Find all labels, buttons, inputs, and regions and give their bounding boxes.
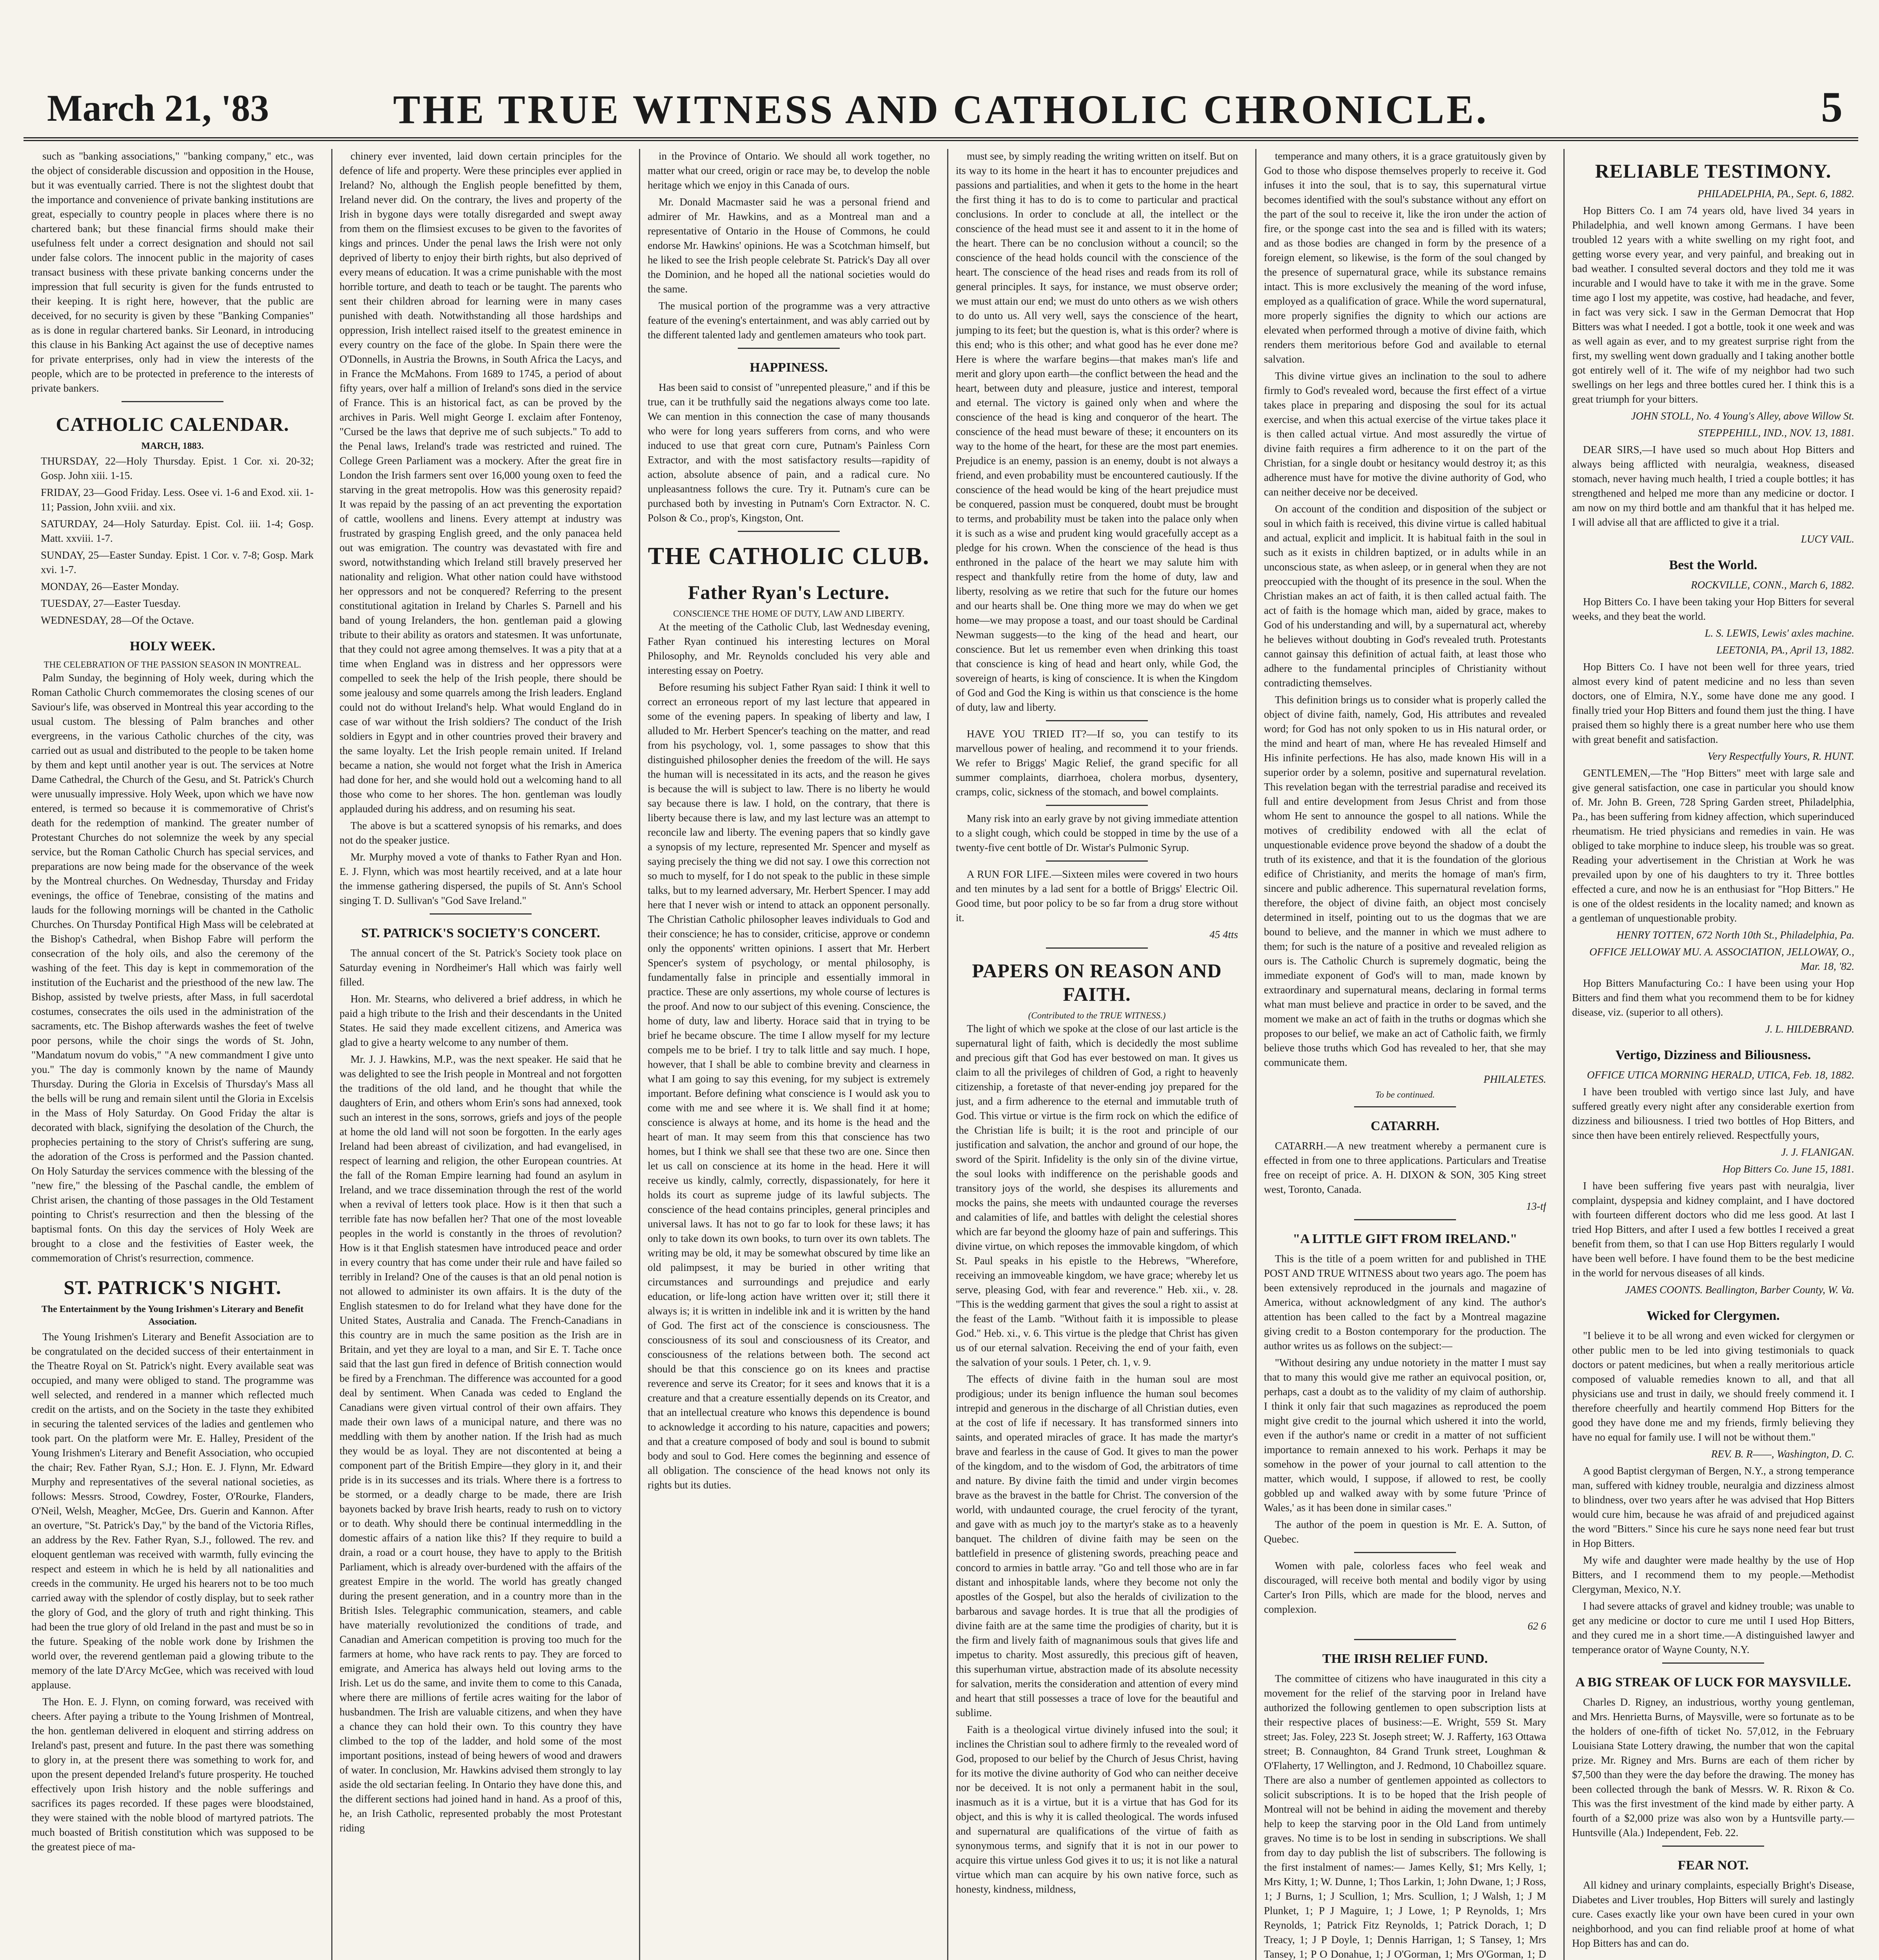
little-gift-heading: "A LITTLE GIFT FROM IRELAND." bbox=[1293, 1232, 1518, 1246]
streak-of-luck-text: Charles D. Rigney, an industrious, worthy young gentleman, and Mrs. Henrietta Burns, of Maysville, were so fortunate as to be the holders of one-fifth of ticket No. 57,012, in the February Louisiana State Lottery drawing, the number that won the capital prize. Mr. Rigney and Mrs. Burns are each of them richer by $7,500 than they were the day before the drawing. The money has been collected through the bank of Messrs. W. R. Rixon & Co. This was the first investment of the kind made by either party. A fourth of a $2,000 prize was also won by a Huntsville party.—Huntsville (Ala.) Independent, Feb. 22. bbox=[1572, 1696, 1854, 1838]
testimonial-text: GENTLEMEN,—The "Hop Bitters" meet with large sale and give general satisfaction, one case in particular you should know of. Mr. John B. Green, 728 Spring Garden street, Philadelphia, Pa., has been suffering from kidney affection, which superinduced rheumatism. He tried physicians and remedies in vain. He was obliged to take morphine to induce sleep, his trouble was so great. Reading your advertisement in the Christian at Work he was prevailed upon by one of his daughters to try it. Three bottles effected a cure, and now he is an enthusiast for "Hop Bitters." He is one of the oldest residents in the locality named; and known as a gentleman of unquestionable probity. bbox=[1572, 767, 1854, 924]
testimonial-text: My wife and daughter were made healthy by the use of Hop Bitters, and I recommend them to my people.—Methodist Clergyman, Mexico, N.Y. bbox=[1572, 1554, 1854, 1595]
relief-fund-text: The committee of citizens who have inaugurated in this city a movement for the relief of the starving poor in Ireland have authorized the following gentlemen to open subscription lists at their respective places of business:—E. Wright, 559 St. Mary street; Jas. Foley, 223 St. Joseph street; W. J. Rafferty, 163 Ottawa street; B. Connaughton, 84 Grand Trunk street, Loughman & O'Flaherty, 17 Wellington, and J. Redmond, 10 Chaboillez square. There are also a number of gentlemen appointed as collectors to solicit subscriptions. It is to be hoped that the Irish people of Montreal will not be behind in aiding the movement and thereby help to keep the starving poor in the Old Land from untimely graves. No time is to be lost in sending in subscriptions. We shall from day to day publish the list of subscribers. The following is the first instalment of names:— James Kelly, $1; Mrs Kelly, 1; Mrs Kitty, 1; W. Dunne, 1; Thos Larkin, 1; John Dwane, 1; J Ross, 1; J Burns, 1; J Scullion, 1; Mrs. Scullion, 1; J Walsh, 1; J M Plunket, 1; P J Maguire, 1; J Lowe, 1; P Reynolds, 1; Mrs Reynolds, 1; Patrick Fitz Reynolds, 1; Patrick Dorach, 1; D Treacy, 1; J P Doyle, 1; Dennis Harrigan, 1; S Tansey, 1; Mrs Tansey, 1; P O Donahue, 1; J O'Gorman, 1; Mrs O'Gorman, 1; D bbox=[1264, 1673, 1546, 1960]
concert-continued-text: in the Province of Ontario. We should all work together, no matter what our creed, origin or race may be, to develop the noble heritage which we enjoy in this Canada of ours. bbox=[648, 150, 930, 191]
divider bbox=[122, 401, 223, 402]
calendar-entry: TUESDAY, 27—Easter Tuesday. bbox=[41, 597, 181, 609]
divider bbox=[738, 348, 840, 349]
testimonial-heading: Wicked for Clergymen. bbox=[1647, 1308, 1780, 1323]
issue-date: March 21, '83 bbox=[47, 87, 269, 129]
testimonial-place: OFFICE UTICA MORNING HERALD, UTICA, Feb. 18, 1882. bbox=[1587, 1069, 1854, 1081]
holy-week-subheading: THE CELEBRATION OF THE PASSION SEASON IN MONTREAL. bbox=[44, 660, 301, 670]
reason-and-faith-subheading: (Contributed to the TRUE WITNESS.) bbox=[1028, 1011, 1166, 1020]
masthead bbox=[24, 59, 1858, 141]
divider bbox=[1046, 805, 1148, 806]
fear-not-text: All kidney and urinary complaints, especially Bright's Disease, Diabetes and Liver troubles, Hop Bitters will surely and lastingly cure. Cases exactly like your own have been cured in your own neighborhood, and you can find reliable proof at home of what Hop Bitters has and can do. bbox=[1572, 1879, 1854, 1949]
relief-fund-heading: THE IRISH RELIEF FUND. bbox=[1322, 1651, 1488, 1666]
flynn-speech-text: chinery ever invented, laid down certain principles for the defence of life and property. Were these principles ever applied in Ireland? No, although the English people benefitted by them, Ireland never did. On the contrary, the lives and property of the Irish in bygone days were totally disregarded and swept away from them on the flimsiest excuses to be given to the favorites of kings and princes. Under the penal laws the Irish were not only deprived of liberty to enjoy their birth rights, but also deprived of every means of education. It was a crime punishable with the most horrible torture, and death to teach or be taught. The parents who sent their children abroad for learning were in many cases punished with death. Notwithstanding all those hardships and oppression, Irish intellect raised itself to the greatest eminence in every country on the face of the globe. In Spain there were the O'Donnells, in Austria the Browns, in South Africa the Lacys, and in France the McMahons. From 1689 to 1745, a period of about fifty years, over half a million of Ireland's sons died in the service of France. This is an historical fact, as can be proved by the archives in Paris. Well might George I. exclaim after Fontenoy, "Cursed be the laws that deprive me of such subjects." To add to the Penal laws, Ireland's trade was restricted and ruined. The College Green Parliament was a mockery. After the great fire in London the Irish farmers sent over 16,000 young oxen to feed the starving in the great metropolis. How was this generosity repaid? It was repaid by the passing of an act preventing the exportation of cattle, woollens and linens. Every attempt at industry was frustrated by grasping English greed, and the only panacea held out was emigration. The country was devastated with fire and sword, notwithstanding which Ireland still bravely preserved her nationality and religion. What other nation could have withstood her oppressors and not be conquered? Referring to the present constitutional agitation in Ireland by Charles S. Parnell and his band of young Irelanders, the hon. gentleman paid a glowing tribute to their ability as orators and statesmen. It was unfortunate, that they could not agree among themselves. It was a pity that at a time when England was in distress and her oppressors were compelled to seek the help of the Irish people, there should be some jealousy and some quarrels among the Irish leaders. England could not do without Ireland's help. What would England do in case of war without the Irish soldiers? The conduct of the Irish soldiers in Egypt and in other countries proved their bravery and the same loyalty. Let the Irish people remain united. If Ireland became a nation, she would not forget what the Irish in America had done for her, and she would hold out a welcoming hand to all those who come to her shores. The hon. gentleman was loudly applauded during his address, and on resuming his seat. bbox=[339, 150, 622, 815]
calendar-entry: WEDNESDAY, 28—Of the Octave. bbox=[41, 614, 194, 626]
little-gift-text: "Without desiring any undue notoriety in the matter I must say that to many this would give me rather an equivocal position, or, perhaps, cast a doubt as to the validity of my claim of authorship. I think it only fair that such magazines as reproduced the poem might give credit to the journal which ushered it into the world, even if the author's name or credit in a matter of not sufficient importance to remain annexed to his work. Perhaps it may be somehow in the power of your journal to call attention to the matter, which would, I suppose, if allowed to rest, be coolly gobbled up and walked away with by some future 'Prince of Wales,' as it has been done in similar cases." bbox=[1264, 1357, 1546, 1514]
column-3 bbox=[648, 149, 930, 1960]
lecture-continued-text: must see, by simply reading the writing written on itself. But on its way to its home in the heart it has to encounter prejudices and passions and partialities, and when it gets to the home in the heart the first thing it has to do is to come to particular and practical conclusions. In order to conclude at all, the intellect or the conscience of the head must see it and assent to it in the home of the heart. There can be no conclusion without a council; so the conscience of the head holds council with the conscience of the heart. The conscience of the head rises and reads from its roll of general principles. It says, for instance, we must observe order; we must attain our end; we must do unto others as we wish others to do unto us. All very well, says the conscience of the heart, jumping to its feet; but the question is, what is this order? where is this end; who is this other; and what good has he ever done me? Here is where the warfare begins—that makes man's life and merit and glory upon earth—the conflict between the head and the heart, between duty and pleasure, justice and interest, temporal and eternal. The victory is gained only when and where the conscience of the head is king and conqueror of the heart. The conscience of the head must beware of these; it encounters on its way to the home of the heart, for these are the most part enemies. Prejudice is an enemy, passion is an enemy, doubt is not always a friend, and even probability must be encountered cautiously. If the conscience of the head would be king of the heart prejudice must be conquered, passion must be conquered, doubt must be brought to terms, and probability must be taken into the palace only when it is such as a wise and prudent king would gracefully accept as a pledge for his crown. When the conscience of the head is thus enthroned in the palace of the heart we may salute him with respect and thankfully retire from the home of duty, law and liberty, resolving as we retire that such for the future our homes and our hearts shall be. One thing more we may do when we get home—we may propose a toast, and our toast should be Cardinal Newman suggests—to the king of the head and heart, our conscience. But let us remember even when drinking this toast that conscience is king of head and heart only, while God, the sovereign of hearts, is king of conscience. It is when the Kingdom of God and God the King is within us that conscience is the home of duty, law and liberty. bbox=[956, 150, 1238, 713]
st-patricks-night-text: The Young Irishmen's Literary and Benefit Association are to be congratulated on the decided success of their entertainment in the Theatre Royal on St. Patrick's night. Every available seat was occupied, and many were obliged to stand. The programme was well selected, and rendered in a manner which reflected much credit on the artists, and on the Society in the taste they exhibited in securing the talented services of the ladies and gentlemen who took part. On the platform were Mr. E. Halley, President of the Young Irishmen's Literary and Benefit Association, who occupied the chair; Rev. Father Ryan, S.J.; Hon. E. J. Flynn, Mr. Edward Murphy and representatives of the several national societies, as follows: Messrs. Strood, Cowdrey, Foster, O'Rourke, Flanders, O'Neil, Welsh, Meagher, McGee, Drs. Guerin and Kannon. After an overture, "St. Patrick's Day," by the band of the Victoria Rifles, an address by the Rev. Father Ryan, S.J., followed. The rev. and eloquent gentleman was received with warmth, fully evincing the respect and esteem in which he is held by all nationalities and creeds in the community. He urged his hearers not to be too much carried away with the splendor of costly display, but to seek rather the glory of God, and the glory of truth and right thinking. This had been the true glory of old Ireland in the past and must be so in the future. Speaking of the noble work done by Irishmen the world over, the reverend gentleman paid a glowing tribute to the memory of the late D'Arcy McGee, which was received with loud applause. bbox=[31, 1331, 314, 1691]
faith-continued-text: temperance and many others, it is a grace gratuitously given by God to those who dispose themselves properly to receive it. God infuses it into the soul, that is to say, this supernatural virtue becomes identified with the soul's substance without any effort on the part of the soul to receive it, like the iron under the action of fire, or the sponge cast into the sea and is filled with its waters; and as those bodies are changed in form by the presence of a foreign element, so likewise, is the form of the soul changed by the presence of supernatural grace, while its substance remains intact. This is more exclusively the meaning of the word infuse, employed as a qualification of grace. While the word supernatural, more properly signifies the dignity to which our actions are elevated when performed through a motive of divine faith, which renders them meritorious before God and available to eternal salvation. bbox=[1264, 150, 1546, 365]
testimonial-signature: JAMES COONTS. Beallington, Barber County, W. Va. bbox=[1625, 1284, 1854, 1296]
calendar-heading: CATHOLIC CALENDAR. bbox=[56, 413, 289, 435]
catarrh-text: CATARRH.—A new treatment whereby a permanent cure is effected in from one to three applications. Particulars and Treatise free on receipt of price. A. H. DIXON & SON, 305 King street west, Toronto, Canada. bbox=[1264, 1140, 1546, 1195]
divider bbox=[1662, 1662, 1764, 1664]
advertisement-code: 62 6 bbox=[1527, 1620, 1546, 1632]
divider bbox=[1662, 1846, 1764, 1847]
calendar-entry: FRIDAY, 23—Good Friday. Less. Osee vi. 1-6 and Exod. xii. 1-11; Passion, John xviii. and xix. bbox=[41, 486, 314, 513]
advertisement-code: 45 4tts bbox=[1209, 929, 1238, 940]
divider bbox=[430, 913, 532, 915]
reason-and-faith-text: The effects of divine faith in the human soul are most prodigious; under its benign influence the human soul becomes intrepid and generous in the discharge of all Christian duties, even at the cost of life if necessary. It has transformed sinners into saints, and operated miracles of grace. It has made the martyr's brave and fearless in the cause of God. It gives to man the power of the kingdom, and to the wisdom of God, the arbitrators of time and nature. By divine faith the timid and under virgin becomes brave as the bravest in the battle for Christ. The conversion of the world, with undaunted courage, the cruel ferocity of the tyrant, and gave with as much joy to the martyr's stake as to a heavenly banquet. The children of divine faith may be seen on the battlefield in presence of glistening swords, preaching peace and concord to armies in battle array. "Go and tell those who are in far distant and inhospitable lands, where they become not only the apostles of the Gospel, but also the heralds of civilization to the barbarous and savage hordes. It is true that all the prodigies of divine faith are at the same time the prodigies of charity, but it is the firm and lively faith of magnanimous souls that gives life and impetus to charity. Most assuredly, this precious gift of heaven, this superhuman virtue, abstraction made of its absolute necessity for salvation, merits the consideration and attention of every mind and heart that still possesses a trace of love for the beautiful and sublime. bbox=[956, 1373, 1238, 1719]
advertisement-pulmonic-syrup: Many risk into an early grave by not giving immediate attention to a slight cough, which could be stopped in time by the use of a twenty-five cent bottle of Dr. Wistar's Pulmonic Syrup. bbox=[956, 813, 1238, 853]
holy-week-heading: HOLY WEEK. bbox=[130, 639, 215, 653]
concert-text: Mr. J. J. Hawkins, M.P., was the next speaker. He said that he was delighted to see the Irish people in Montreal and not forgotten the traditions of the old land, and he thought that while the daughters of Erin, and others whom Erin's sons had annexed, took such an interest in the sons, sorrows, griefs and joys of the people at home the old land will not soon be forgotten. In the early ages Ireland had been abreast of civilization, and had evangelised, in respect of learning and religion, the other European countries. At the fall of the Roman Empire learning had found an asylum in Ireland, and we trace dissemination through the rest of the world when a revival of letters took place. How is it then that such a terrible fate has now befallen her? That one of the most loveable peoples in the world is constantly in the throes of revolution? How is it that English statesmen have introduced peace and order in every country that has come under their rule and have failed so terribly in Ireland? One of the causes is that an old penal notion is not allowed to administer its own affairs. It is the duty of the English statesmen to do for Ireland what they have done for the United States, Australia and Canada. The French-Canadians in this country are in much the same position as the Irish are in Britain, and yet they are loyal to a man, and Sir E. T. Tache once said that the last gun fired in defence of British connection would be fired by a Frenchman. The difference was accounted for a good deal by sentiment. When Canada was ceded to England the Canadians were given virtual control of their own affairs. They made their own laws of a municipal nature, and there was no meddling with them by another nation. If the Irish had as much they would be as loyal. They are not discontented at being a component part of the British Empire—they glory in it, and their pride is in its successes and its trials. Where there is a fortress to be stormed, or a deadly charge to be made, there are Irish bayonets backed by brave Irish hearts, ready to rush on to victory or to death. Why should there be continual intermeddling in the domestic affairs of a nation like this? If they require to build a drain, a road or a court house, they have to apply to the British Parliament, which is already over-burdened with the affairs of the greatest Empire in the world. The world has greatly changed during the present generation, and in a country more than in the British Isles. Telegraphic communication, steamers, and cable have materially revolutionized the conditions of trade, and Canadian and American competition is proving too much for the farmers at home, who have rack rents to pay. They are forced to emigrate, and America has always held out loving arms to the Irish. Let us do the same, and invite them to come to this Canada, where there are millions of fertile acres waiting for the labor of husbandmen. The Irish are valuable citizens, and when they have a chance they can hold their own. To this country they have climbed to the top of the ladder, and hold some of the most important positions, instead of being hewers of wood and drawers of water. In conclusion, Mr. Hawkins advised them strongly to lay aside the old sectarian feeling. In Ontario they have done this, and the different sections had joined hand in hand. As a proof of this, he, an Irish Catholic, represented probably the most Protestant riding bbox=[339, 1053, 622, 1834]
column-2 bbox=[339, 149, 622, 1960]
testimonial-signature: HENRY TOTTEN, 672 North 10th St., Philadelphia, Pa. bbox=[1616, 929, 1854, 941]
reason-and-faith-text: The light of which we spoke at the close of our last article is the supernatural light of faith, which is decidedly the most sublime and precious gift that God has ever bestowed on man. It gives us claim to all the privileges of children of God, a right to heavenly citizenship, a foretaste of that never-ending joy prepared for the just, and a firm adherence to the eternal and immutable truth of God. This virtue or virtue is the firm rock on which the edifice of the Christian life is built; it is the root and principle of our justification and salvation, the anchor and ground of our hope, the sword of the Spirit. Infidelity is the only sin of the divine virtue, the soul looks with indifference on the perishable goods and transitory joys of the world, she despises its allurements and mocks the pains, she meets with undaunted courage the reverses and calamities of life, and battles with delight the celestial shores which are far beyond the gloomy haze of pain and sufferings. This divine virtue, on which reposes the immovable kingdom, of which St. Paul speaks in his epistle to the Hebrews, "Wherefore, receiving an immoveable kingdom, we have grace; whereby let us serve, pleasing God, with fear and reverence." Heb. xii., v. 28. "This is the wedding garment that gives the soul a right to assist at the feast of the Lamb. "Without faith it is impossible to please God." Heb. xi., v. 6. This virtue is the pledge that Christ has given us of our eternal salvation. Receiving the end of your faith, even the salvation of your souls. 1 Peter, ch. 1, v. 9. bbox=[956, 1023, 1238, 1368]
concert-continued-text: The musical portion of the programme was a very attractive feature of the evening's entertainment, and was ably carried out by the different talented lady and gentlemen amateurs who took part. bbox=[648, 300, 930, 341]
column-rule bbox=[1563, 149, 1565, 1960]
concert-continued-text: Mr. Donald Macmaster said he was a personal friend and admirer of Mr. Hawkins, and as a Montreal man and a representative of Ontario in the House of Commons, he could endorse Mr. Hawkins' opinions. He was a Scotchman himself, but he liked to see the Irish people celebrate St. Patrick's Day all over the Dominion, and he hoped all the national societies would do the same. bbox=[648, 196, 930, 295]
calendar-entry: SUNDAY, 25—Easter Sunday. Epist. 1 Cor. v. 7-8; Gosp. Mark xvi. 1-7. bbox=[41, 549, 314, 575]
little-gift-text: This is the title of a poem written for and published in THE POST AND TRUE WITNESS about two years ago. The poem has been extensively reproduced in the journals and magazine of America, without acknowledgment of any kind. The author's attention has been called to the fact by a Montreal magazine giving credit to a Boston contemporary for the production. The author writes us as follows on the subject:— bbox=[1264, 1253, 1546, 1352]
divider bbox=[1354, 1639, 1456, 1640]
calendar-entry: THURSDAY, 22—Holy Thursday. Epist. 1 Cor. xi. 20-32; Gosp. John xiii. 1-15. bbox=[41, 455, 314, 481]
testimonial-heading: Vertigo, Dizziness and Biliousness. bbox=[1615, 1048, 1811, 1062]
catarrh-heading: CATARRH. bbox=[1371, 1119, 1440, 1133]
st-patricks-night-subheading: The Entertainment by the Young Irishmen's Literary and Benefit Association. bbox=[41, 1304, 304, 1327]
column-6 bbox=[1572, 149, 1854, 1960]
column-1 bbox=[31, 149, 314, 1960]
testimonial-text: A good Baptist clergyman of Bergen, N.Y., a strong temperance man, suffered with kidney trouble, neuralgia and dizziness almost to blindness, over two years after he was advised that Hop Bitters would cure him, because he was afraid of and prejudiced against the word "Bitters." Since his cure he says none need fear but trust in Hop Bitters. bbox=[1572, 1465, 1854, 1549]
testimonial-text: I have been suffering five years past with neuralgia, liver complaint, dyspepsia and kidney complaint, and I have doctored with fourteen different doctors who did me less good. At last I tried Hop Bitters, and after I used a few bottles I received a great benefit from them, so that I can use Hop Bitters regularly I would have been well before. I have found them to be the best medicine in the world for nervous diseases of all kinds. bbox=[1572, 1180, 1854, 1279]
lecture-heading: Father Ryan's Lecture. bbox=[688, 581, 890, 603]
lecture-text: At the meeting of the Catholic Club, last Wednesday evening, Father Ryan continued his interesting lectures on Moral Philosophy, and Mr. Reynolds concluded his very able and interesting essay on Poetry. bbox=[648, 621, 930, 676]
divider bbox=[738, 531, 840, 532]
testimonial-signature: J. L. HILDEBRAND. bbox=[1765, 1023, 1854, 1035]
column-rule bbox=[947, 149, 948, 1960]
calendar-subheading: MARCH, 1883. bbox=[141, 441, 204, 451]
advertisement-magic-relief: HAVE YOU TRIED IT?—If so, you can testify to its marvellous power of healing, and recommend it to your friends. We refer to Briggs' Magic Relief, the grand specific for all summer complaints, diarrhoea, cholera morbus, dysentery, cramps, colic, sickness of the stomach, and bowel complaints. bbox=[956, 728, 1238, 798]
testimonial-signature: Very Respectfully Yours, R. HUNT. bbox=[1707, 750, 1854, 762]
testimonial-place: PHILADELPHIA, PA., Sept. 6, 1882. bbox=[1697, 188, 1854, 200]
advertisement-electric-oil: A RUN FOR LIFE.—Sixteen miles were covered in two hours and ten minutes by a lad sent for a bottle of Briggs' Electric Oil. Good time, but poor policy to be so far from a drug store without it. bbox=[956, 868, 1238, 924]
testimonial-signature: J. J. FLANIGAN. bbox=[1781, 1146, 1854, 1158]
testimonial-heading: Best the World. bbox=[1669, 558, 1757, 572]
synopsis-note: The above is but a scattered synopsis of his remarks, and does not do the speaker justice. bbox=[339, 820, 622, 846]
reason-and-faith-heading: PAPERS ON REASON AND FAITH. bbox=[972, 960, 1222, 1005]
to-be-continued-note: To be continued. bbox=[1375, 1090, 1435, 1100]
testimonial-text: DEAR SIRS,—I have used so much about Hop Bitters and always being afflicted with neuralgia, weakness, diseased stomach, never having much health, I tried a couple bottles; it has strengthened and helped me more than any medicine or doctor. I am now on my third bottle and am thankful that it has helped me. I will advise all that are afflicted to give it a trial. bbox=[1572, 444, 1854, 528]
newspaper-title: THE TRUE WITNESS AND CATHOLIC CHRONICLE. bbox=[393, 87, 1489, 132]
faith-continued-text: This definition brings us to consider what is properly called the object of divine faith, namely, God, His attributes and revealed word; for God has not only spoken to us in His natural order, or the mind and heart of man, where He has revealed Himself and His infinite perfections. He has also, made known His will in a superior order by a solemn, positive and supernatural revelation. This revelation began with the terrestrial paradise and received its full and entire development from Jesus Christ and from those whom He sent to announce the gospel to all nations. While the motives of credibility endowed with all the eclat of unquestionable evidence prove beyond the shadow of a doubt the truth of its existence, and that it is the foundation of the glorious edifice of Christianity, and merits the homage of man's firm, sincere and public adherence. This supernatural revelation forms, therefore, the object of divine faith, an object most concisely determined in itself, pointing out to us the dogmas that we are bound to believe, and the manner in which we must adhere to them; for such is the nature of a positive and revealed religion as ours is. The Catholic Church is supremely dogmatic, being the immediate exponent of God's will to man, made known by extraordinary and supernatural means, declaring in formal terms what man must believe and practice in order to be saved, and the moment we make an act of faith in the truths or dogmas which she proposes to our belief, we make an act of Catholic faith, we firmly believe those truths which God has revealed to her, that she may communicate them. bbox=[1264, 694, 1546, 1068]
advertisement-iron-pills: Women with pale, colorless faces who feel weak and discouraged, will receive both mental and bodily vigor by using Carter's Iron Pills, which are made for the blood, nerves and complexion. bbox=[1264, 1560, 1546, 1615]
testimonial-text: Hop Bitters Co. I have not been well for three years, tried almost every kind of patent medicine and no less than seven doctors, one of Elmira, N.Y., some have done me any good. I finally tried your Hop Bitters and found them just the thing. I have praised them so highly there is a great number here who use them with great benefit and satisfaction. bbox=[1572, 661, 1854, 745]
divider bbox=[1354, 1552, 1456, 1553]
author-signature: PHILALETES. bbox=[1483, 1073, 1546, 1085]
faith-continued-text: This divine virtue gives an inclination to the soul to adhere firmly to God's revealed word, because the first effect of a virtue takes place in preparing and disposing the soul for its actual exercise, and when this actual exercise of the virtue takes place it is then called actual virtue. And most assuredly the virtue of divine faith requires a firm adherence to it on the part of the Christian, for a single doubt or hesitancy would destroy it; as this adherence must have for motive the divine authority of God, who can neither deceive nor be deceived. bbox=[1264, 370, 1546, 498]
streak-of-luck-heading: A BIG STREAK OF LUCK FOR MAYSVILLE. bbox=[1575, 1675, 1851, 1690]
testimonial-signature: REV. B. R——, Washington, D. C. bbox=[1711, 1448, 1854, 1460]
concert-text: The annual concert of the St. Patrick's Society took place on Saturday evening in Nordheimer's Hall which was fairly well filled. bbox=[339, 947, 622, 988]
testimonial-text: I have been troubled with vertigo since last July, and have suffered greatly every night after any considerable exertion from dizziness and biliousness. I tried two bottles of Hop Bitters, and since then have been entirely relieved. Respectfully yours, bbox=[1572, 1086, 1854, 1141]
testimonial-place: STEPPEHILL, IND., NOV. 13, 1881. bbox=[1698, 427, 1854, 439]
st-patricks-night-text: The Hon. E. J. Flynn, on coming forward, was received with cheers. After paying a tribute to the Young Irishmen of Montreal, the hon. gentleman delivered in eloquent and stirring address on Ireland's past, present and future. In the past there was something to glory in, at the present there was something to work for, and upon the present depended Ireland's future prosperity. He touched effectively upon Irish history and the noble sufferings and sacrifices its pages recorded. If these pages were bloodstained, they were stained with the noble blood of martyred patriots. The much boasted of British constitution which was supposed to be the greatest piece of ma- bbox=[31, 1696, 314, 1853]
testimonial-signature: LUCY VAIL. bbox=[1801, 533, 1854, 545]
testimonial-place: LEETONIA, PA., April 13, 1882. bbox=[1716, 644, 1854, 656]
column-4 bbox=[956, 149, 1238, 1960]
column-rule bbox=[1255, 149, 1256, 1960]
calendar-list bbox=[31, 454, 314, 628]
vote-of-thanks-text: Mr. Murphy moved a vote of thanks to Father Ryan and Hon. E. J. Flynn, which was most heartily received, and at a late hour the immense gathering dispersed, the pupils of St. Ann's School singing T. D. Sullivan's "God Save Ireland." bbox=[339, 851, 622, 906]
faith-continued-text: On account of the condition and disposition of the subject or soul in which faith is received, this divine virtue is called habitual and actual, explicit and implicit. It is habitual faith in the soul in such as it exists in children baptized, or in adults while in an unconscious state, as when asleep, or in general when they are not preoccupied with the thought of its presence in the soul. When the Christian makes an act of faith, it is then called actual faith. The act of faith is the homage which man, aided by grace, makes to God of his understanding and will, by a supernatural act, whereby he believes without doubting in God's revealed truth. Protestants cannot gainsay this definition of actual faith, at least those who adhere to the fundamental principles of Christianity without contradicting themselves. bbox=[1264, 503, 1546, 689]
reason-and-faith-text: Faith is a theological virtue divinely infused into the soul; it inclines the Christian soul to adhere firmly to the revealed word of God, proposed to our belief by the Church of Jesus Christ, having for its motive the divine authority of God who can neither deceive nor be deceived. It is not only a permanent habit in the soul, inasmuch as it is a virtue, but it is a virtue that has God for its object, and this is why it is called theological. The words infused and supernatural are qualifications of the virtue of faith as synonymous terms, and signify that it is not in our power to acquire this virtue unless God gives it to us; it is not like a natural virtue which man can acquire by his own native force, such as honesty, kindness, mildness, bbox=[956, 1724, 1238, 1895]
testimonial-place: ROCKVILLE, CONN., March 6, 1882. bbox=[1691, 579, 1854, 591]
holy-week-text: Palm Sunday, the beginning of Holy week, during which the Roman Catholic Church commemorates the closing scenes of our Saviour's life, was observed in Montreal this year according to the usual custom. The blessing of Palm branches and other evergreens, in the various Catholic churches of the city, was carried out as usual and distributed to the people to be taken home by them and kept until another year is out. The services at Notre Dame Cathedral, the Church of the Gesu, and St. Patrick's Church were unusually impressive. Holy Week, upon which we have now entered, is termed so because it is commemorative of Christ's death for the redemption of mankind. The greater number of Protestant Churches do not solemnize the week by any special service, but the Roman Catholic Church has special services, and preparations are now being made for the observance of the week by the Montreal churches. On Wednesday, Thursday and Friday evenings, the office of Tenebrae, consisting of the matins and lauds for the following mornings will be chanted in the Catholic Churches. On Thursday Pontifical High Mass will be celebrated at the Bishop's Cathedral, when Bishop Fabre will perform the consecration of the holy oils, and also the ceremony of the washing of the feet. This day is kept in commemoration of the institution of the Eucharist and the priesthood of the new law. The Bishop, assisted by twelve priests, after Mass, in full sacerdotal costumes, consecrates the oils used in the administration of the sacraments, etc. The Bishop afterwards washes the feet of twelve poor persons, while the choir sings the words of St. John, "Mandatum novum do vobis," "A new commandment I give unto you." The day is commonly known by the name of Maundy Thursday. During the Gloria in Excelsis of Thursday's Mass all the bells will be rung and remain silent until the Gloria in Excelsis in the Mass of Holy Saturday. On Good Friday the altar is decorated with black, signifying the desolation of the Church, the prophecies pertaining to the story of Christ's suffering are sung, the adoration of the Cross is performed and the Passion chanted. On Holy Saturday the services commence with the blessing of the "new fire," the blessing of the Paschal candle, the emblem of Christ arisen, the chanting of those passages in the Old Testament pointing to Christ's resurrection and then the blessing of the baptismal fonts. On this day the services of Holy Week are brought to a close and the festivities of Easter week, the commemoration of Christ's resurrection, commence. bbox=[31, 672, 314, 1264]
page-number: 5 bbox=[1821, 83, 1843, 131]
catholic-club-heading: THE CATHOLIC CLUB. bbox=[648, 543, 930, 570]
divider bbox=[1046, 720, 1148, 721]
reliable-testimony-heading: RELIABLE TESTIMONY. bbox=[1595, 160, 1832, 182]
divider bbox=[1354, 1106, 1456, 1107]
advertisement-code: 13-tf bbox=[1526, 1200, 1546, 1212]
testimonial-text: Hop Bitters Co. I am 74 years old, have lived 34 years in Philadelphia, and well known among Germans. I have been troubled 12 years with a white swelling on my right foot, and getting worse every year, and very painful, and breaking out in bad weather. I consulted several doctors and they told me it was incurable and I would have to take it with me in the grave. Some time ago I lost my appetite, was costive, had headache, and fever, in fact was very sick. I saw in the German Democrat that Hop Bitters was what I needed. I got a bottle, took it one week and was as well again as ever, and to my greatest surprise right from the first, my swelling went down gradually and I taking another bottle got entirely well of it. The wife of my neighbor had two such swellings on her legs and three bottles cured her. I think this is a great triumph for your bitters. bbox=[1572, 205, 1854, 405]
calendar-entry: SATURDAY, 24—Holy Saturday. Epist. Col. iii. 1-4; Gosp. Matt. xxviii. 1-7. bbox=[41, 518, 314, 544]
testimonial-signature: L. S. LEWIS, Lewis' axles machine. bbox=[1705, 627, 1854, 639]
testimonial-text: Hop Bitters Manufacturing Co.: I have been using your Hop Bitters and find them what you recommend them to be for kidney disease, viz. (superior to all others). bbox=[1572, 977, 1854, 1018]
testimonial-signature: JOHN STOLL, No. 4 Young's Alley, above Willow St. bbox=[1631, 410, 1854, 422]
testimonial-place: Hop Bitters Co. June 15, 1881. bbox=[1723, 1163, 1854, 1175]
lecture-subheading: CONSCIENCE THE HOME OF DUTY, LAW AND LIBERTY. bbox=[673, 609, 904, 619]
testimonial-text: I had severe attacks of gravel and kidney trouble; was unable to get any medicine or doctor to cure me until I used Hop Bitters, and they cured me in a short time.—A distinguished lawyer and temperance orator of Wayne County, N.Y. bbox=[1572, 1600, 1854, 1655]
column-rule bbox=[331, 149, 332, 1960]
column-rule bbox=[639, 149, 640, 1960]
concert-text: Hon. Mr. Stearns, who delivered a brief address, in which he paid a high tribute to the Irish and their descendants in the United States. He said they made excellent citizens, and America was glad to give a hearty welcome to any number of them. bbox=[339, 993, 622, 1048]
happiness-text: Has been said to consist of "unrepented pleasure," and if this be true, can it be truthfully said the negations always come too late. We can mention in this connection the case of many thousands who were for long years sufferers from corns, and who were induced to use that great corn cure, Putnam's Painless Corn Extractor, and with the most satisfactory results—rapidity of action, absolute absence of pain, and a radical cure. No unpleasantness follows the cure. Try it. Putnam's cure can be purchased both by investing in Putnam's Corn Extractor. N. C. Polson & Co., prop's, Kingston, Ont. bbox=[648, 381, 930, 524]
divider bbox=[1354, 1219, 1456, 1220]
little-gift-text: The author of the poem in question is Mr. E. A. Sutton, of Quebec. bbox=[1264, 1519, 1546, 1545]
divider bbox=[1046, 860, 1148, 862]
lecture-text: Before resuming his subject Father Ryan said: I think it well to correct an erroneous report of my last lecture that appeared in some of the evening papers. In speaking of liberty and law, I alluded to Mr. Herbert Spencer's teaching on the matter, and read from his psychology, vol. 1, some passages to show that this distinguished philosopher denies the freedom of the will. He says the human will is necessitated in its acts, and the reason he gives is because the will is subject to law. There is no liberty he would say because there is law. I hold, on the contrary, that there is liberty because there is law, and my last lecture was an attempt to reconcile law and liberty. The evening papers that so kindly gave a synopsis of my lecture, represented Mr. Spencer and myself as saying precisely the thing we did not say. I owe this correction not so much to myself, for I do not speak to the public in these simple talks, but to my learned adversary, Mr. Herbert Spencer. I may add here that I never wish or intend to attack an opponent personally. The Christian Catholic philosopher leaves individuals to God and their conscience; he has to consider, criticise, approve or condemn only the opponents' written opinions. I assert that Mr. Herbert Spencer's system of psychology, or mental philosophy, is fundamentally false in principle and essentially immoral in practice. These are only assertions, my whole course of lectures is the proof. And now to our subject of this evening. Conscience, the home of duty, law and liberty. Horace said that in trying to be brief he became obscure. The time I allow myself for my lecture compels me to be brief. I try to talk little and say much. I hope, however, that I shall be able to combine brevity and clearness in what I am going to say this evening, for my subject is extremely important. Before defining what conscience is I would ask you to come with me and see where it is. We shall find it at home; conscience is always at home, and its home is the head and the heart of man. It may seem from this that conscience has two homes, but I think we shall see that these two are one. Since then let us call on conscience at its home in the head. Here it will receive us kindly, calmly, correctly, dispassionately, for here it holds its court as supreme judge of its lawful subjects. The conscience of the head contains principles, general principles and universal laws. It has not to go far to look for these laws; it has only to take down its own books, to turn over its own tablets. The writing may be old, it may be somewhat obscured by time like an old palimpsest, it may be buried in other writing that circumstances and surroundings and prejudice and early education, or life-long action have written over it; still there it always is; it is written in indelible ink and it is written by the hand of God. The first act of the conscience is consciousness. The consciousness of its soul and consciousness of its Creator, and consciousness of the relations between both. The second act should be that this conscience go on its knees and practise reverence and serve its Creator; for it sees and knows that it is a creature and that a creature essentially depends on its Creator, and that an intellectual creature who knows this dependence is bound to acknowledge it according to his nature, capacities and powers; and that a creature composed of body and soul is bound to submit body and soul to God. Here comes the beginning and essence of all obligation. The conscience of the head knows not only its rights but its duties. bbox=[648, 681, 930, 1491]
page-columns bbox=[31, 149, 1854, 1960]
testimonial-place: OFFICE JELLOWAY MU. A. ASSOCIATION, JELLOWAY, O., Mar. 18, '82. bbox=[1589, 946, 1854, 972]
calendar-entry: MONDAY, 26—Easter Monday. bbox=[41, 581, 179, 592]
concert-heading: ST. PATRICK'S SOCIETY'S CONCERT. bbox=[361, 926, 600, 940]
st-patricks-night-heading: ST. PATRICK'S NIGHT. bbox=[64, 1276, 281, 1298]
testimonial-text: "I believe it to be all wrong and even wicked for clergymen or other public men to be led into giving testimonials to quack doctors or patent medicines, but when a really meritorious article composed of valuable remedies known to all, and that all physicians use and trust in daily, we should freely commend it. I therefore cheerfully and heartily commend Hop Bitters for the good they have done me and my friends, firmly believing they have no equal for family use. I will not be without them." bbox=[1572, 1330, 1854, 1443]
happiness-heading: HAPPINESS. bbox=[750, 360, 828, 375]
column-5 bbox=[1264, 149, 1546, 1960]
banking-article-text: such as "banking associations," "banking company," etc., was the object of considerable discussion and opposition in the House, but it was eventually carried. There is not the slightest doubt that the importance and convenience of private banking institutions are great, especially to country people in places where there is no chartered bank; but these financial firms should make their usefulness felt under a correct designation and should not sail under false colors. The innocent public in the majority of cases transact business with these private banking concerns under the impression that full security is given for the funds entrusted to their keeping. It is right here, however, that the public are deceived, for no security is given by these "Banking Companies" as is done in regular chartered banks. Sir Leonard, in introducing this clause in his Banking Act against the use of deceptive names for private enterprises, only had in view the interests of the people, which are to be protected in preference to the interests of private bankers. bbox=[31, 150, 314, 394]
fear-not-heading: FEAR NOT. bbox=[1677, 1858, 1749, 1873]
divider bbox=[1046, 947, 1148, 949]
testimonial-text: Hop Bitters Co. I have been taking your Hop Bitters for several weeks, and they beat the world. bbox=[1572, 596, 1854, 622]
